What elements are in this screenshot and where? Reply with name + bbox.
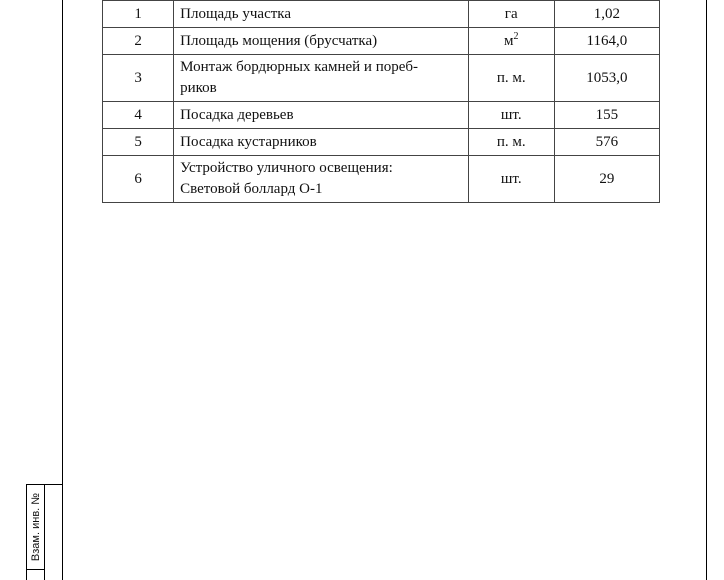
- stamp-divider: [44, 485, 45, 580]
- row-name: Посадка деревьев: [174, 102, 469, 129]
- side-stamp-box: [26, 484, 62, 580]
- row-name-cell: [174, 55, 469, 102]
- row-quantity: 29: [554, 156, 659, 203]
- row-unit: шт.: [468, 156, 554, 203]
- stamp-label-cell: [28, 485, 44, 569]
- frame-right-border: [706, 0, 707, 580]
- row-number: 6: [103, 156, 174, 203]
- row-quantity: 1,02: [554, 1, 659, 28]
- row-unit: п. м.: [468, 129, 554, 156]
- row-name-line: Световой боллард О-1: [180, 181, 323, 197]
- row-quantity: 155: [554, 102, 659, 129]
- stamp-cell-line: [27, 569, 44, 570]
- row-name: Посадка кустарников: [174, 129, 469, 156]
- row-unit: м: [503, 32, 514, 49]
- table-row: [103, 1, 660, 28]
- table-row: [103, 156, 660, 203]
- specification-table: [102, 0, 660, 203]
- row-unit-cell: [468, 28, 554, 55]
- table-row: [103, 102, 660, 129]
- table-row: [103, 55, 660, 102]
- row-name-line: риков: [180, 80, 217, 96]
- row-quantity: 576: [554, 129, 659, 156]
- row-number: 3: [103, 55, 174, 102]
- row-name-cell: [174, 156, 469, 203]
- row-number: 2: [103, 28, 174, 55]
- row-name: Площадь участка: [174, 1, 469, 28]
- row-quantity: 1164,0: [554, 28, 659, 55]
- table-row: [103, 28, 660, 55]
- stamp-label: Взам. инв. №: [30, 492, 42, 562]
- frame-left-border: [62, 0, 63, 580]
- row-number: 5: [103, 129, 174, 156]
- row-number: 4: [103, 102, 174, 129]
- row-quantity: 1053,0: [554, 55, 659, 102]
- row-name-line: Устройство уличного освещения:: [180, 160, 393, 176]
- table-row: [103, 129, 660, 156]
- row-name-line: Монтаж бордюрных камней и пореб-: [180, 59, 419, 75]
- row-unit: га: [468, 1, 554, 28]
- unit-superscript: 2: [513, 30, 519, 42]
- row-name: Площадь мощения (брусчатка): [174, 28, 469, 55]
- row-unit: п. м.: [468, 55, 554, 102]
- row-number: 1: [103, 1, 174, 28]
- row-unit: шт.: [468, 102, 554, 129]
